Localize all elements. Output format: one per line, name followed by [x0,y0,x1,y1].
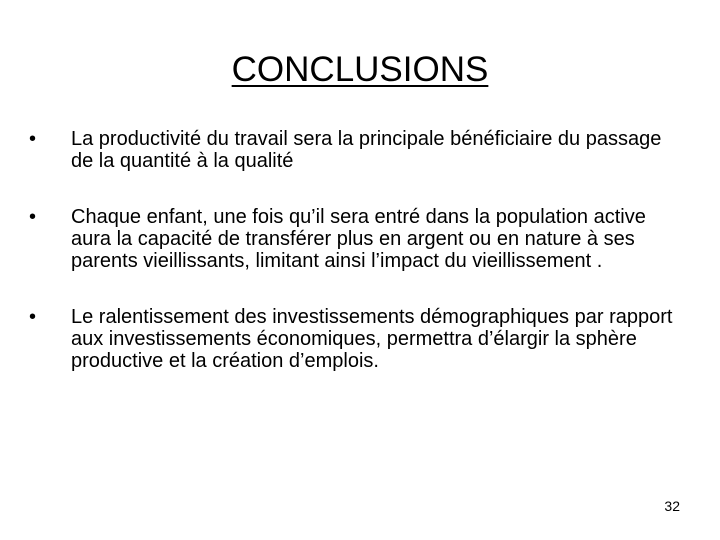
bullet-text: Chaque enfant, une fois qu’il sera entré dans la population active aura la capacité de transférer plus en argent ou en nature à ses parents vieillissants, limitant ainsi l’impact du vieillissement . [71,206,646,272]
slide-title: CONCLUSIONS [231,50,489,89]
bullet-item [29,306,689,372]
bullet-dot-icon: • [29,306,37,328]
page-number: 32 [664,498,680,514]
bullet-dot-icon: • [29,128,37,150]
bullet-text: Le ralentissement des investissements démographiques par rapport aux investissements économiques, permettra d’élargir la sphère productive et la création d’emplois. [71,306,673,372]
bullet-item [29,206,689,272]
bullet-list [29,128,689,406]
bullet-item [29,128,689,172]
bullet-dot-icon: • [29,206,37,228]
bullet-text: La productivité du travail sera la principale bénéficiaire du passage de la quantité à la qualité [71,128,662,172]
